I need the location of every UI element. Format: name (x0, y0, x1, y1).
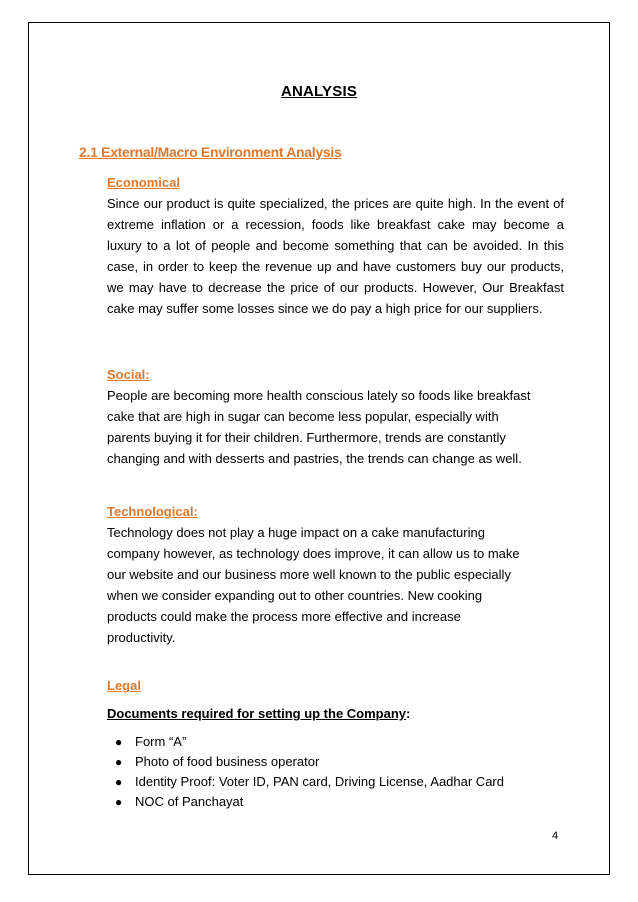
list-item (107, 752, 564, 772)
social-section (107, 365, 564, 469)
list-item-text: NOC of Panchayat (135, 794, 244, 809)
page-title: ANALYSIS (280, 83, 358, 100)
list-item-text: Identity Proof: Voter ID, PAN card, Driving License, Aadhar Card (135, 774, 504, 789)
technological-line: our website and our business more well known to the public especially (107, 567, 511, 582)
bullet-icon: ● (115, 795, 123, 809)
social-line: parents buying it for their children. Furthermore, trends are constantly (107, 430, 506, 445)
legal-heading: Legal (107, 678, 141, 693)
social-line: cake that are high in sugar can become less popular, especially with (107, 409, 499, 424)
economical-paragraph: Since our product is quite specialized, the prices are quite high. In the event of extreme inflation or a recession, foods like breakfast cake may become a luxury to a lot of people and become something that can be avoided. In this case, in order to keep the revenue up and have customers buy our products, we may have to decrease the price of our products. However, Our Breakfast cake may suffer some losses since we do pay a high price for our suppliers. (107, 196, 564, 316)
social-heading: Social: (107, 367, 150, 382)
social-line: People are becoming more health conscious lately so foods like breakfast (107, 388, 531, 403)
bullet-icon: ● (115, 735, 123, 749)
documents-heading (107, 704, 564, 724)
social-line: changing and with desserts and pastries, the trends can change as well. (107, 451, 522, 466)
bullet-icon: ● (115, 755, 123, 769)
list-item (107, 792, 564, 812)
technological-line: company however, as technology does improve, it can allow us to make (107, 546, 520, 561)
documents-heading-text: Documents required for setting up the Company (107, 706, 407, 721)
technological-line: when we consider expanding out to other countries. New cooking (107, 588, 483, 603)
bullet-icon: ● (115, 775, 123, 789)
list-item (107, 732, 564, 752)
legal-section (107, 676, 564, 812)
technological-heading: Technological: (107, 504, 198, 519)
technological-line: products could make the process more effective and increase (107, 609, 461, 624)
list-item (107, 772, 564, 792)
economical-section (107, 173, 564, 319)
documents-heading-colon: : (406, 706, 411, 721)
section-heading: 2.1 External/Macro Environment Analysis (79, 144, 342, 160)
technological-line: productivity. (107, 630, 176, 645)
technological-section (107, 502, 564, 648)
technological-line: Technology does not play a huge impact on a cake manufacturing (107, 525, 485, 540)
list-item-text: Form “A” (135, 734, 187, 749)
documents-list (107, 732, 564, 812)
economical-heading: Economical (107, 175, 180, 190)
page-number: 4 (552, 830, 559, 842)
list-item-text: Photo of food business operator (135, 754, 320, 769)
